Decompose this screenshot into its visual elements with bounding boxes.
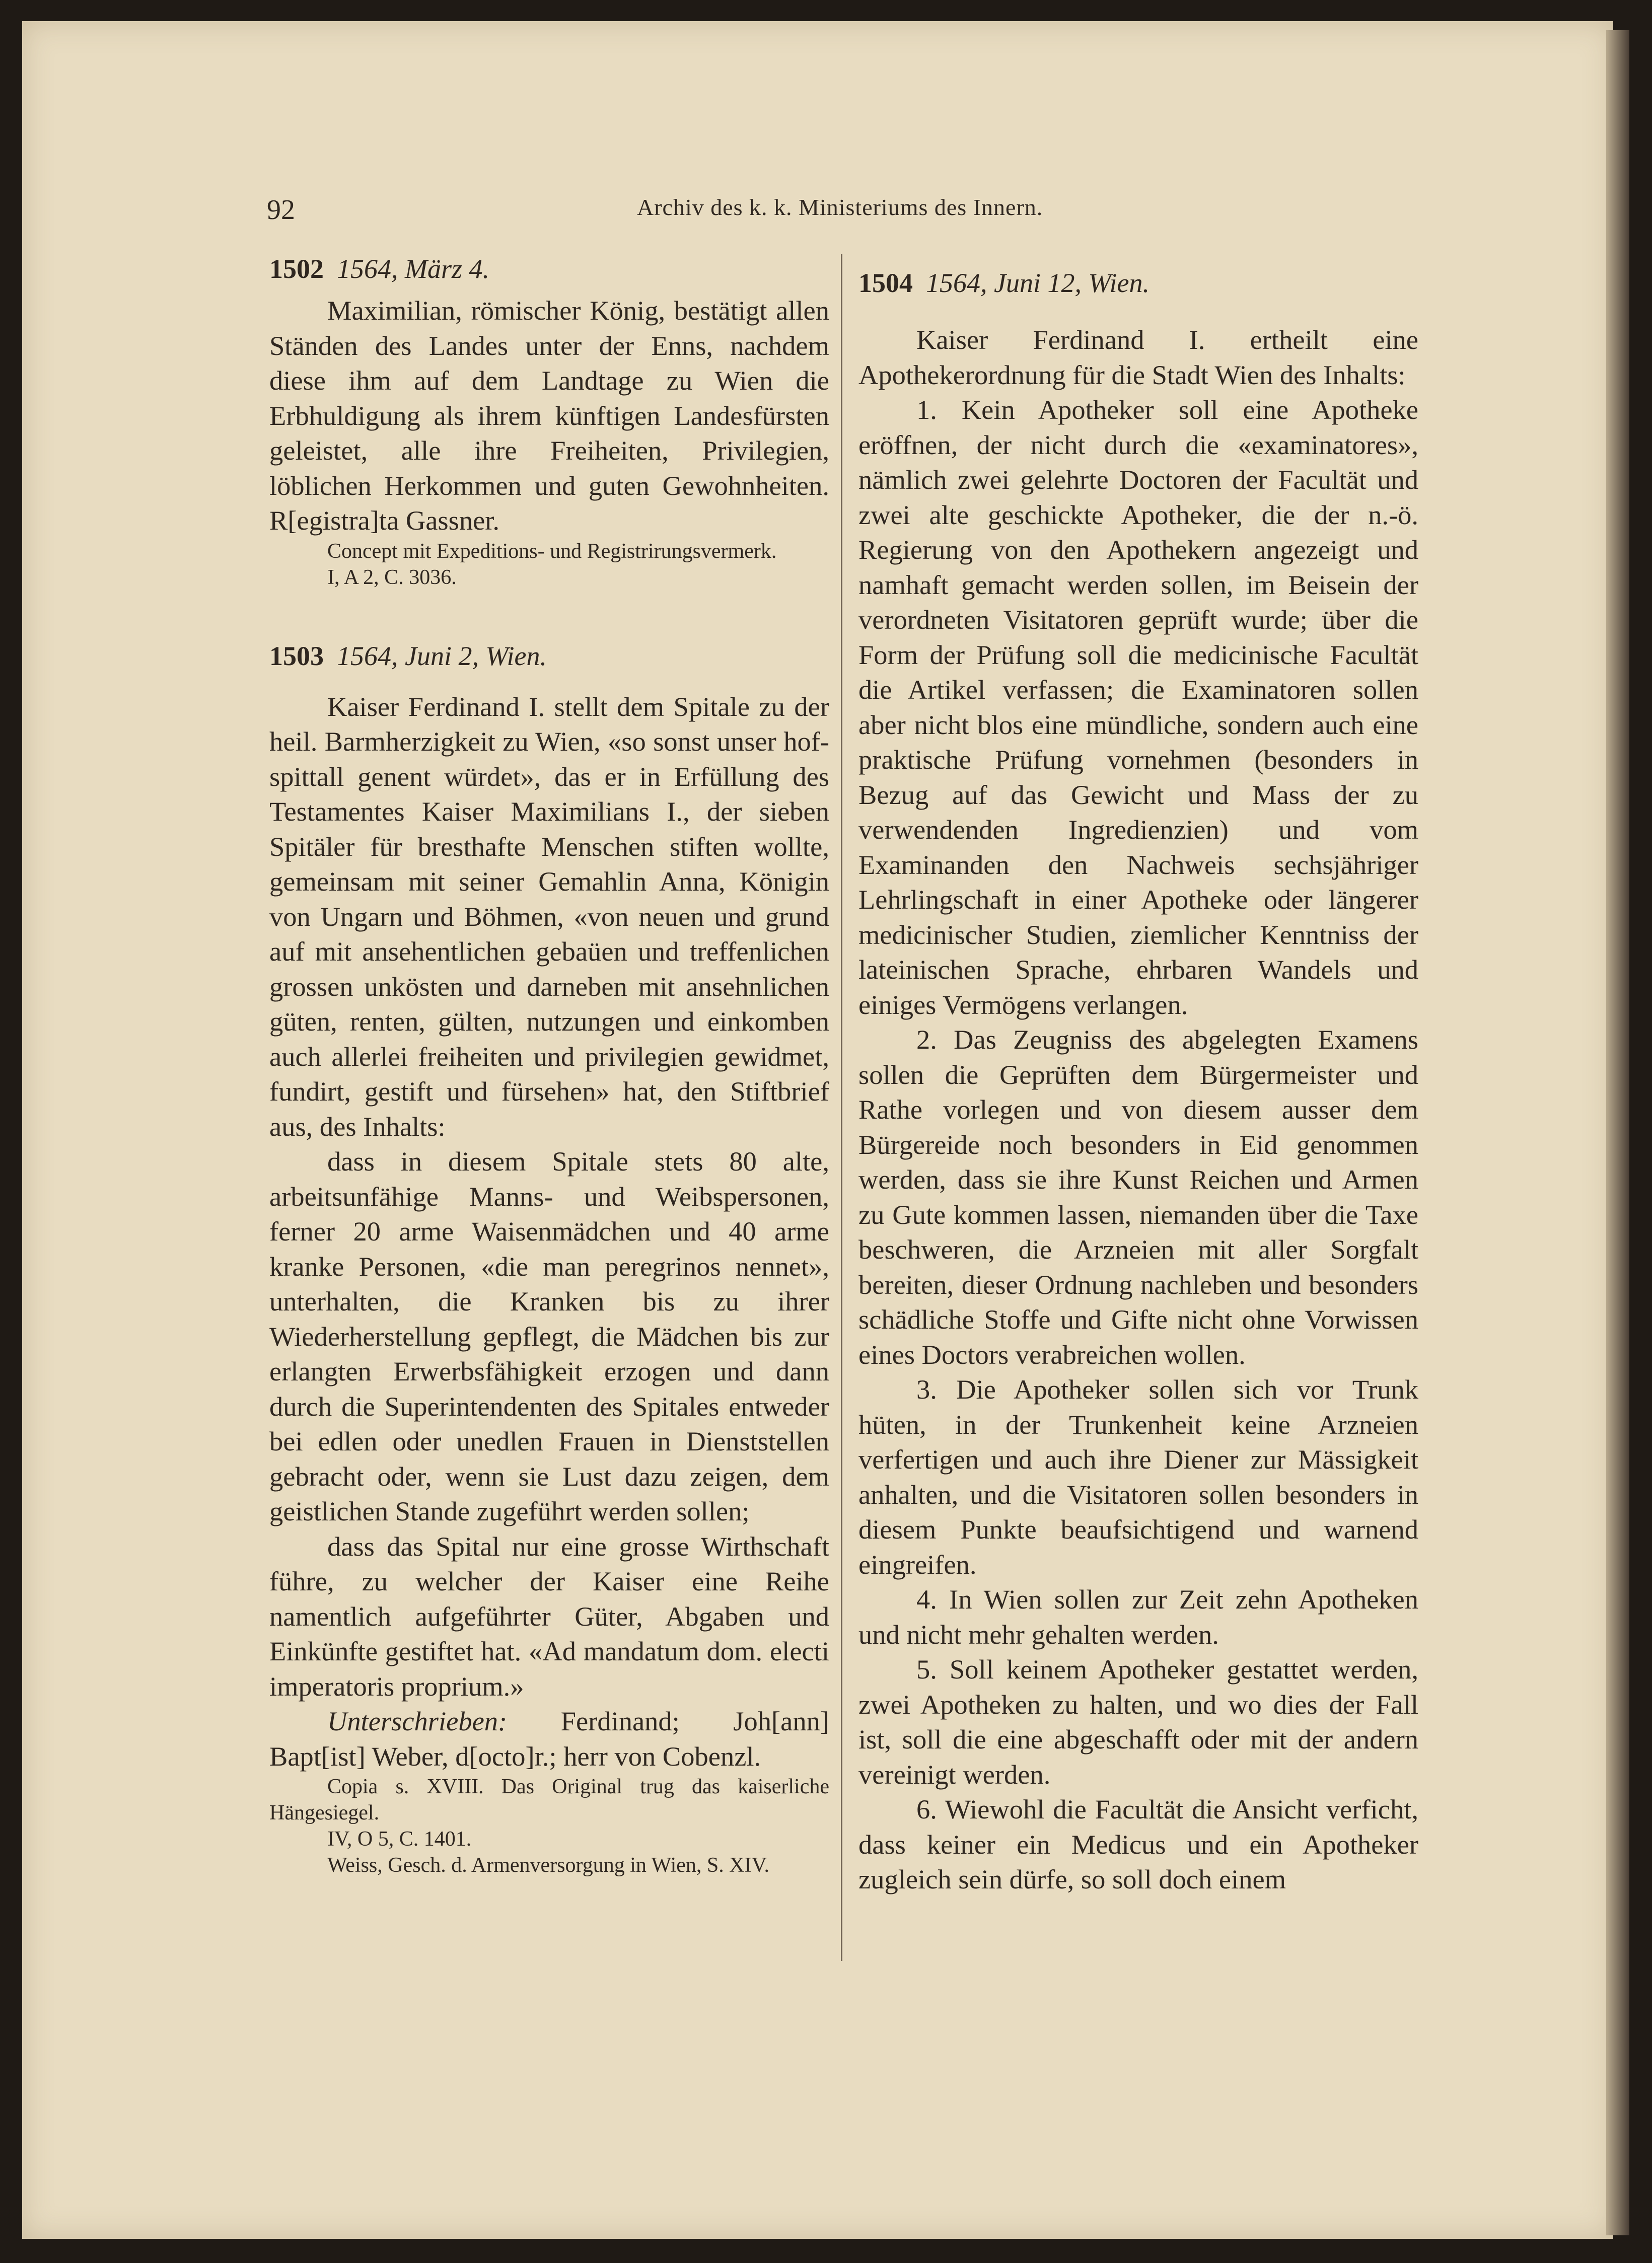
entry-number: 1502 — [269, 254, 324, 284]
entry-paragraph: 1. Kein Apotheker soll eine Apotheke eröffnen, der nicht durch die «examinatores», nämlich zwei gelehrte Doctoren der Facultät und zwei alte geschickte Apotheker, die der n.-ö. Regierung von den Apothekern angezeigt und namhaft gemacht werden sollen, im Beisein der verordneten Visitatoren geprüft wurde; über die Form der Prüfung soll die medicinische Facultät die Artikel verfassen; die Examinatoren sollen aber nicht blos eine mündliche, sondern auch eine praktische Prüfung vornehmen (besonders in Bezug auf das Gewicht und Mass der zu verwendenden Ingredienzien) und vom Examinanden den Nachweis sechsjähriger Lehrlingschaft in einer Apotheke oder längerer medicinischer Studien, ziemlicher Kenntniss der lateinischen Sprache, ehrbaren Wandels und einiges Vermögens verlangen. — [858, 394, 1418, 1020]
entry-paragraph: Kaiser Ferdinand I. stellt dem Spitale zu der heil. Barmherzigkeit zu Wien, «so sonst unser hof-spittall genent würdet», das er in Erfüllung des Testamentes Kaiser Maximilians I., der sieben Spitäler für bresthafte Menschen stiften wollte, gemeinsam mit seiner Gemahlin Anna, Königin von Ungarn und Böhmen, «von neuen und grund auf mit ansehentlichen gebaüen und treffenlichen grossen unkösten und darneben mit ansehnlichen güten, renten, gülten, nutzungen und einkomben auch allerlei freiheiten und privilegien gewidmet, fundirt, gestift und fürsehen» hat, den Stiftbrief aus, des Inhalts: — [269, 691, 829, 1142]
signed-text: Ferdinand; Joh[ann] Bapt[ist] Weber, d[octo]r.; herr von Cobenzl. — [269, 1706, 829, 1772]
entry-paragraph: Kaiser Ferdinand I. ertheilt eine Apothekerordnung für die Stadt Wien des Inhalts: — [858, 324, 1418, 390]
archival-signature: I, A 2, C. 3036. — [327, 565, 457, 589]
entry-heading — [858, 266, 1418, 300]
signed-label: Unterschrieben: — [327, 1706, 508, 1736]
signature-line — [269, 1704, 829, 1774]
entry-paragraph: dass das Spital nur eine grosse Wirthschaft führe, zu welcher der Kaiser eine Reihe namentlich aufgeführter Güter, Abgaben und Einkünfte gestiftet hat. «Ad mandatum dom. electi imperatoris proprium.» — [269, 1530, 829, 1702]
entry-heading — [269, 252, 829, 286]
entry-heading — [269, 639, 829, 673]
entry-date: 1564, Juni 2, Wien. — [337, 640, 547, 671]
entry-paragraph: 4. In Wien sollen zur Zeit zehn Apotheken und nicht mehr gehalten werden. — [858, 1584, 1418, 1650]
entry-number: 1504 — [858, 268, 913, 298]
running-header — [267, 194, 1415, 229]
page-number: 92 — [267, 194, 295, 226]
left-column — [269, 252, 829, 1878]
archival-note: Copia s. XVIII. Das Original trug das kaiserliche Hängesiegel. — [269, 1775, 829, 1824]
binding-edge-shadow — [1606, 30, 1629, 2235]
entry-1504 — [858, 252, 1418, 1897]
entry-1502 — [269, 252, 829, 591]
entry-paragraph: dass in diesem Spitale stets 80 alte, arbeitsunfähige Manns- und Weibspersonen, ferner 20 arme Waisenmädchen und 40 arme kranke Personen, «die man peregrinos nennet», unterhalten, die Kranken bis zu ihrer Wiederherstellung gepflegt, die Mädchen bis zur erlangten Erwerbsfähigkeit erzogen und dann durch die Superintendenten des Spitales entweder bei edlen oder unedlen Frauen in Dienststellen gebracht oder, wenn sie Lust dazu zeigen, dem geistlichen Stande zugeführt werden sollen; — [269, 1146, 829, 1526]
column-divider — [841, 254, 842, 1961]
literature-reference: Weiss, Gesch. d. Armenversorgung in Wien, S. XIV. — [327, 1854, 770, 1877]
entry-paragraph: 6. Wiewohl die Facultät die Ansicht verficht, dass keiner ein Medicus und ein Apotheker zugleich sein dürfe, so soll doch einem — [858, 1794, 1418, 1894]
entry-paragraph: Maximilian, römischer König, bestätigt allen Ständen des Landes unter der Enns, nachdem diese ihm auf dem Landtage zu Wien die Erbhuldigung als ihrem künftigen Landesfürsten geleistet, alle ihre Freiheiten, Privilegien, löblichen Herkommen und guten Gewohnheiten. R[egistra]ta Gassner. — [269, 295, 829, 536]
entry-1503 — [269, 639, 829, 1879]
archival-note: Concept mit Expeditions- und Registrirungsvermerk. — [327, 539, 777, 563]
archival-signature: IV, O 5, C. 1401. — [327, 1828, 472, 1851]
entry-date: 1564, März 4. — [337, 254, 490, 284]
entry-paragraph: 5. Soll keinem Apotheker gestattet werden, zwei Apotheken zu halten, und wo dies der Fall ist, soll die eine abgeschafft oder mit der andern vereinigt werden. — [858, 1654, 1418, 1790]
header-title: Archiv des k. k. Ministeriums des Innern. — [637, 194, 1043, 220]
entry-paragraph: 2. Das Zeugniss des abgelegten Examens sollen die Geprüften dem Bürgermeister und Rathe vorlegen und von diesem ausser dem Bürgereide noch besonders in Eid genommen werden, dass sie ihre Kunst Reichen und Armen zu Gute kommen lassen, niemanden über die Taxe beschweren, die Arzneien mit aller Sorgfalt bereiten, dieser Ordnung nachleben und besonders schädliche Stoffe und Gifte nicht ohne Vorwissen eines Doctors verabreichen wollen. — [858, 1024, 1418, 1370]
right-column — [858, 252, 1418, 1897]
entry-number: 1503 — [269, 640, 324, 671]
entry-date: 1564, Juni 12, Wien. — [926, 268, 1150, 298]
entry-paragraph: 3. Die Apotheker sollen sich vor Trunk hüten, in der Trunkenheit keine Arzneien verfertigen und auch ihre Diener zur Mässigkeit anhalten, und die Visitatoren sollen besonders in diesem Punkte beaufsichtigend und warnend eingreifen. — [858, 1374, 1418, 1580]
